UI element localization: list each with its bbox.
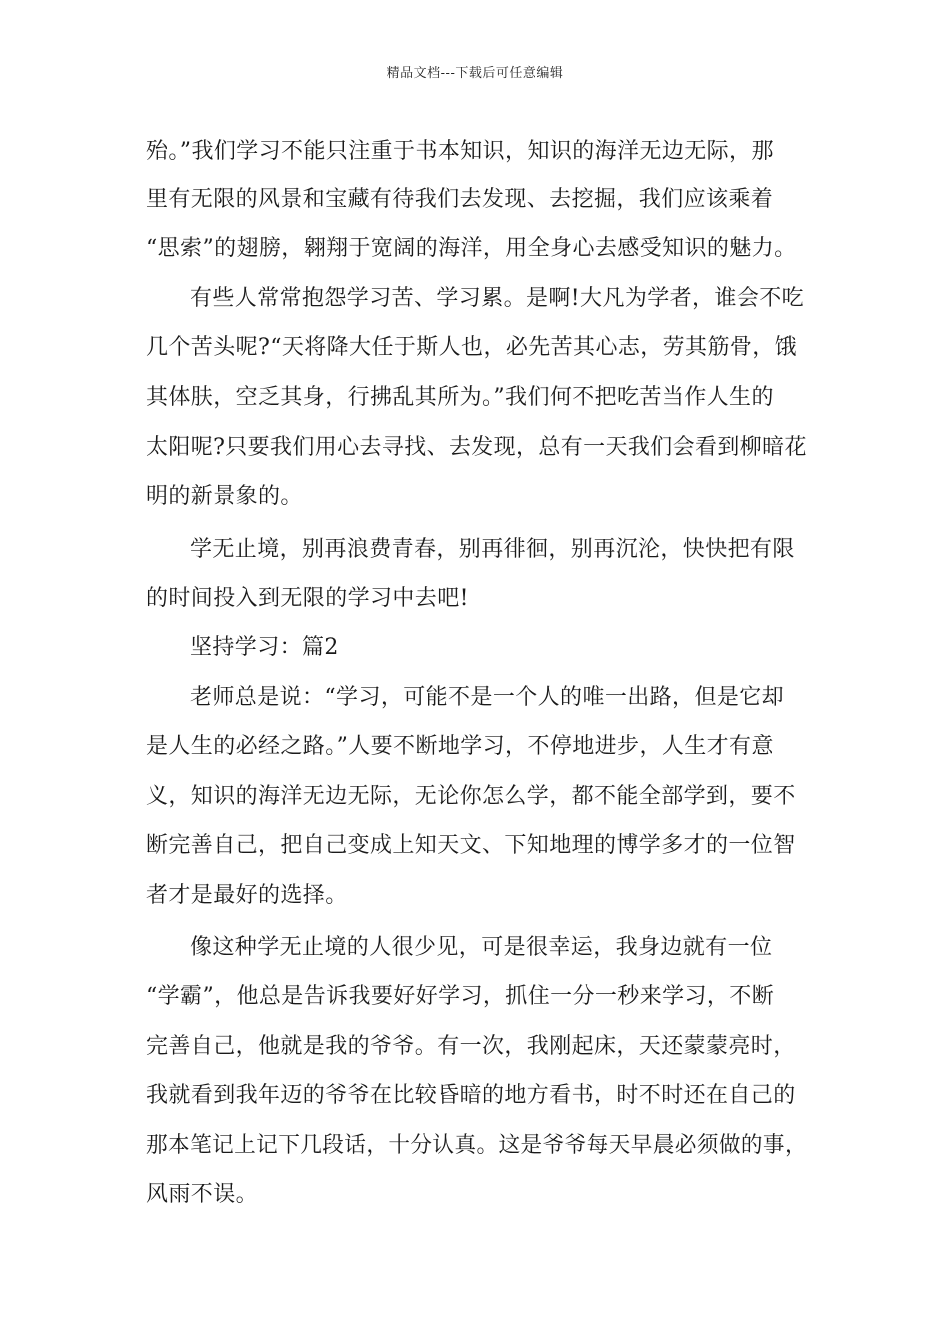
text-line: 几个苦头呢?“天将降大任于斯人也，必先苦其心志，劳其筋骨，饿 [146, 335, 798, 360]
text-line: 殆。”我们学习不能只注重于书本知识，知识的海洋无边无际，那 [146, 139, 774, 164]
paragraph-first-line: 老师总是说：“学习，可能不是一个人的唯一出路，但是它却 [190, 685, 785, 710]
section-heading: 坚持学习：篇2 [190, 635, 339, 660]
text-line: 是人生的必经之路。”人要不断地学习，不停地进步，人生才有意 [146, 734, 774, 759]
text-line: 其体肤，空乏其身，行拂乱其所为。”我们何不把吃苦当作人生的 [146, 385, 774, 410]
text-line: 太阳呢?只要我们用心去寻找、去发现，总有一天我们会看到柳暗花 [146, 435, 807, 460]
text-line: 断完善自己，把自己变成上知天文、下知地理的博学多才的一位智 [146, 833, 796, 858]
text-line: 那本笔记上记下几段话，十分认真。这是爷爷每天早晨必须做的事， [146, 1133, 807, 1158]
text-line: 的时间投入到无限的学习中去吧! [146, 586, 469, 611]
paragraph-first-line: 有些人常常抱怨学习苦、学习累。是啊!大凡为学者，谁会不吃 [190, 286, 805, 311]
text-line: 完善自己，他就是我的爷爷。有一次，我刚起床，天还蒙蒙亮时， [146, 1034, 796, 1059]
text-line: “学霸”，他总是告诉我要好好学习，抓住一分一秒来学习，不断 [146, 984, 775, 1009]
text-line: 者才是最好的选择。 [146, 883, 348, 908]
text-line: “思索”的翅膀，翱翔于宽阔的海洋，用全身心去感受知识的魅力。 [146, 236, 797, 261]
page-header: 精品文档---下载后可任意编辑 [386, 66, 564, 81]
paragraph-first-line: 学无止境，别再浪费青春，别再徘徊，别再沉沦，快快把有限 [190, 537, 795, 562]
text-line: 风雨不误。 [146, 1182, 259, 1207]
text-line: 明的新景象的。 [146, 484, 303, 509]
text-line: 里有无限的风景和宝藏有待我们去发现、去挖掘，我们应该乘着 [146, 187, 774, 212]
text-line: 我就看到我年迈的爷爷在比较昏暗的地方看书，时不时还在自己的 [146, 1083, 796, 1108]
paragraph-first-line: 像这种学无止境的人很少见，可是很幸运，我身边就有一位 [190, 935, 773, 960]
text-line: 义，知识的海洋无边无际，无论你怎么学，都不能全部学到，要不 [146, 784, 796, 809]
